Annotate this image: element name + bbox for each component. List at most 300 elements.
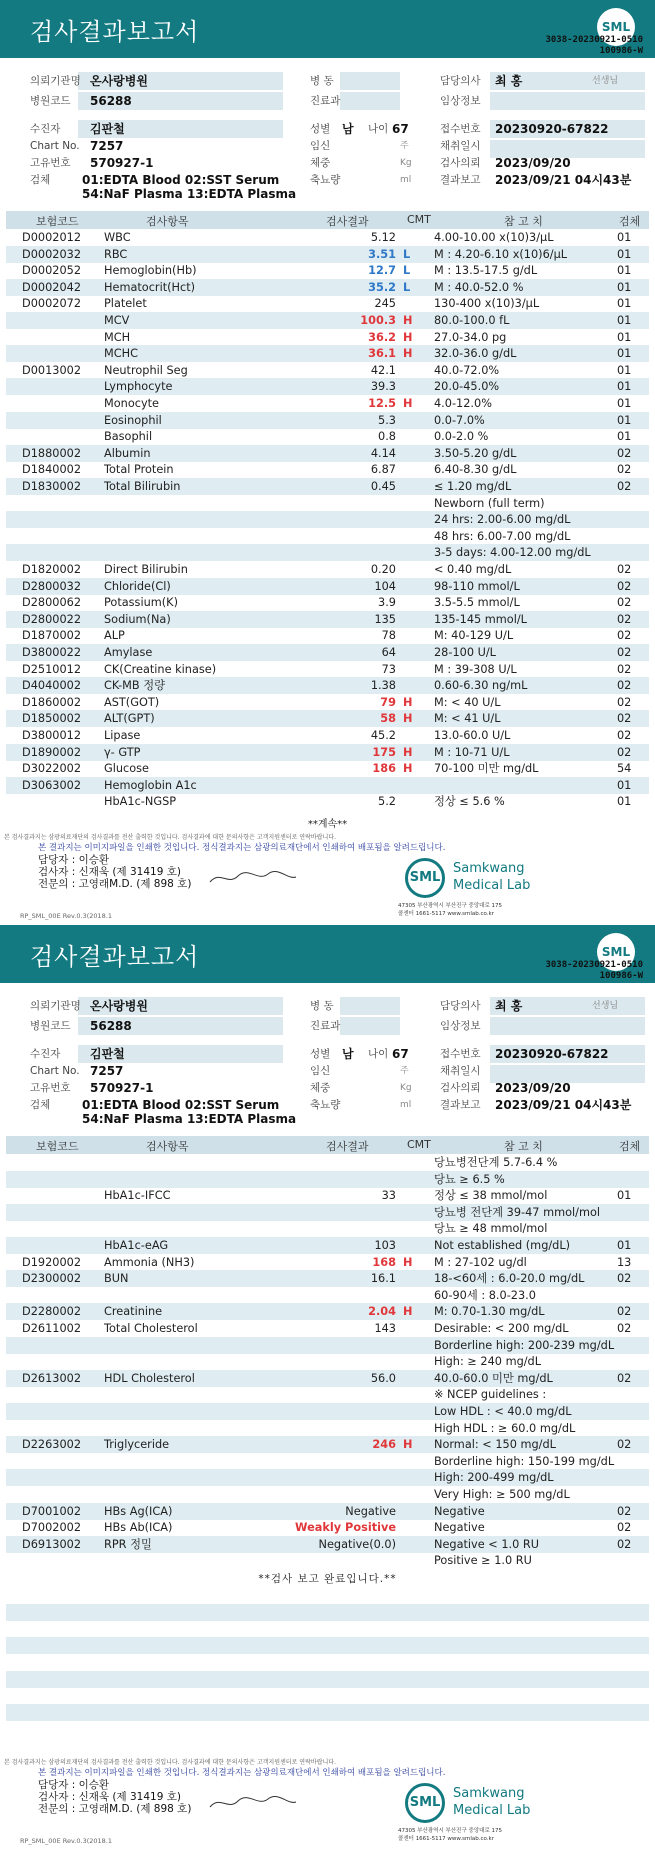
specimen-code: 01 [617,297,632,311]
test-result: 79 [380,695,396,709]
reference-range: 135-145 mmol/L [434,612,527,626]
header-result-2: 검사결과 [326,1140,369,1153]
reference-range: M : 39-308 U/L [434,662,517,676]
urine-unit-2: ml [400,1100,412,1110]
staff-specialist-2: 전문의 : 고영래M.D. (제 898 호) [38,1803,192,1815]
test-result: 64 [381,646,396,659]
table-row [6,246,649,263]
result-flag: H [403,1305,413,1319]
table-row [6,1220,649,1237]
dept-label: 진료과 [310,95,341,107]
reference-range: Borderline high: 200-239 mg/dL [434,1338,615,1352]
hospital-code-label-2: 병원코드 [30,1020,71,1032]
table-row [6,544,649,561]
table-row [6,777,649,794]
reference-range: 당뇨병전단계 5.7-6.4 % [434,1156,558,1169]
report-footer-2 [0,1753,655,1850]
test-result: 175 [372,745,396,759]
table-row [6,1519,649,1536]
id-label: 고유번호 [30,157,71,169]
collect-label: 채취일시 [440,140,481,152]
report-footer-1 [0,828,655,925]
test-result: 45.2 [370,729,396,742]
report-page-2 [0,925,655,1850]
result-flag: L [403,264,411,278]
test-result: 103 [374,1239,396,1252]
reference-range: 당뇨병 전단계 39-47 mmol/mol [434,1205,600,1219]
reference-range: 48 hrs: 6.00-7.00 mg/dL [434,529,571,543]
empty-row [6,1704,649,1721]
result-flag: H [403,397,413,410]
test-name: ALT(GPT) [104,712,155,726]
insurance-code: D4040002 [22,679,82,693]
lab-name-2: Medical Lab [453,878,531,893]
table-row [6,1420,649,1437]
reference-range: Desirable: < 200 mg/dL [434,1322,569,1335]
table-row [6,478,649,495]
insurance-code: D0002072 [22,297,82,311]
form-code-2: RP_SML_00E Rev.0.3(2018.1 [20,1837,112,1845]
insurance-code: D2800062 [22,596,82,610]
table-row [6,1386,649,1403]
result-flag: H [403,762,413,776]
test-name: Total Bilirubin [104,480,181,493]
insurance-code: D0013002 [22,363,82,377]
reference-range: Borderline high: 150-199 mg/dL [434,1454,615,1468]
empty-row [6,1604,649,1621]
test-name: Eosinophil [104,413,162,427]
test-result: 100.3 [360,314,396,327]
table-row [6,578,649,595]
test-name: Hematocrit(Hct) [104,280,196,294]
empty-row [6,1637,649,1654]
result-flag: H [403,1438,413,1452]
weight-label-2: 체중 [310,1082,331,1094]
receipt-value-2: 20230920-67822 [495,1047,609,1061]
sml-logo-icon-2: SML [597,933,635,971]
doctor-suffix-2: 선생님 [592,1001,619,1011]
hospital-code-value-2: 56288 [90,1019,132,1033]
staff-manager-2: 담당자 : 이승환 [38,1779,110,1791]
insurance-code: D1840002 [22,463,82,477]
lab-address-2-2: 콜센터 1661-5117 www.smlab.co.kr [398,1836,495,1842]
table-row [6,1303,649,1320]
name-label-2: 수진자 [30,1048,61,1060]
insurance-code: D2800022 [22,612,82,626]
specimen-code: 02 [617,646,632,659]
table-row [6,229,649,246]
results-table-header [6,211,649,229]
test-name: Chloride(Cl) [104,579,171,593]
insurance-code: D2611002 [22,1322,82,1335]
test-result: 104 [374,579,396,593]
specimen-code: 01 [617,347,632,361]
test-result: 12.5 [368,397,396,410]
insurance-code: D2510012 [22,662,82,676]
specimen-code: 01 [617,795,632,809]
lab-address [398,902,502,918]
reference-range: ※ NCEP guidelines : [434,1388,547,1402]
table-row [6,1469,649,1486]
table-row [6,611,649,628]
specimen-code: 02 [617,745,632,759]
reference-range: 40.0-72.0% [434,363,500,377]
reference-range: M : 27-102 ug/dl [434,1255,527,1269]
specimen-code: 02 [617,579,632,593]
test-result: 168 [372,1255,396,1269]
test-name: CK-MB 정량 [104,679,166,693]
insurance-code: D0002032 [22,247,82,261]
test-result: 186 [372,762,396,776]
header-result: 검사결과 [326,215,369,228]
reference-range: 32.0-36.0 g/dL [434,347,517,361]
test-name: RPR 정밀 [104,1537,152,1551]
test-result: 4.14 [370,446,396,460]
test-name: HBs Ab(ICA) [104,1521,173,1535]
sex-label-2: 성별 [310,1048,331,1060]
age-value-2: 67 [392,1047,409,1061]
document-number-2-line1: 3038-20230921-0510 [545,960,643,970]
test-result: 2.04 [368,1305,396,1319]
reference-range: 3-5 days: 4.00-12.00 mg/dL [434,546,591,560]
test-name: MCV [104,314,130,327]
document-number-line1: 3038-20230921-0510 [545,35,643,45]
header-cmt-2: CMT [407,1138,431,1151]
reference-range: 18-<60세 : 6.0-20.0 mg/dL [434,1272,585,1286]
reference-range: M : 13.5-17.5 g/dL [434,264,538,278]
insurance-code: D7001002 [22,1504,82,1518]
weight-unit-2: Kg [400,1083,412,1093]
test-name: Amylase [104,646,153,659]
lab-logo-2 [405,1783,565,1823]
empty-row [6,1654,649,1671]
test-result: 0.8 [378,430,396,444]
receipt-label: 접수번호 [440,123,481,135]
table-row [6,727,649,744]
header-item: 검사항목 [146,215,189,228]
table-row [6,1436,649,1453]
report-value: 2023/09/21 04시43분 [495,173,632,187]
specimen-code: 54 [617,762,632,776]
urine-label-2: 축뇨량 [310,1099,341,1111]
test-name: Sodium(Na) [104,612,171,626]
sml-logo-icon: SML [597,8,635,46]
test-name: Lymphocyte [104,380,173,394]
test-name: ALP [104,629,125,643]
test-name: BUN [104,1272,129,1286]
specimen-code: 01 [617,1189,632,1203]
doctor-label-2: 담당의사 [440,1000,481,1012]
insurance-code: D2263002 [22,1438,82,1452]
table-row [6,395,649,412]
specimen-code: 02 [617,1537,632,1551]
insurance-code: D2800032 [22,579,82,593]
reference-range: Newborn (full term) [434,496,545,510]
specimen-code: 13 [617,1255,632,1269]
insurance-code: D6913002 [22,1537,82,1551]
result-flag: L [403,247,411,261]
reference-range: M: < 41 U/L [434,712,501,726]
chart-label-2: Chart No. [30,1065,80,1077]
insurance-code: D0002042 [22,280,82,294]
report-title: 검사결과보고서 [30,18,200,46]
report-title-2: 검사결과보고서 [30,943,200,971]
chart-value: 7257 [90,139,124,153]
name-value-2: 김판철 [90,1047,125,1061]
signature-icon [208,868,298,888]
test-name: Platelet [104,297,147,311]
specimen-code: 02 [617,695,632,709]
specimen-code: 01 [617,247,632,261]
test-result: 58 [380,712,396,726]
test-name: Potassium(K) [104,596,178,610]
specimen-value-2: 54:NaF Plasma 13:EDTA Plasma [82,187,297,201]
table-row [6,1204,649,1221]
specimen-code: 01 [617,231,632,244]
test-result: 33 [381,1189,396,1203]
empty-row [6,1671,649,1688]
table-row [6,1171,649,1188]
name-label: 수진자 [30,123,61,135]
specimen-code: 02 [617,1438,632,1452]
ward-label: 병 동 [310,75,334,87]
test-result: 0.20 [370,563,396,576]
test-name: AST(GOT) [104,695,160,709]
test-result: 56.0 [370,1371,396,1385]
weight-label: 체중 [310,157,331,169]
reference-range: 98-110 mmol/L [434,579,520,593]
header-ref: 참 고 치 [504,215,543,228]
report-value-2: 2023/09/21 04시43분 [495,1098,632,1112]
test-result: 42.1 [370,363,396,377]
specimen-code: 02 [617,480,632,493]
insurance-code: D2613002 [22,1371,82,1385]
test-name: Total Cholesterol [104,1322,198,1335]
test-result: 3.51 [368,247,396,261]
table-row [6,312,649,329]
test-result: 73 [381,662,396,676]
receipt-value: 20230920-67822 [495,122,609,136]
test-name: HbA1c-IFCC [104,1189,171,1203]
id-label-2: 고유번호 [30,1082,71,1094]
reference-range: 0.60-6.30 ng/mL [434,679,528,693]
test-name: HDL Cholesterol [104,1371,195,1385]
reference-range: 60-90세 : 8.0-23.0 [434,1288,536,1302]
table-row [6,378,649,395]
header-ref-2: 참 고 치 [504,1140,543,1153]
result-flag: H [403,347,413,361]
reference-range: 정상 ≤ 5.6 % [434,795,505,809]
ward-label-2: 병 동 [310,1000,334,1012]
reference-range: High: ≥ 240 mg/dL [434,1355,542,1369]
reference-range: High: 200-499 mg/dL [434,1471,554,1485]
test-result: 78 [381,629,396,643]
table-row [6,1503,649,1520]
specimen-code: 02 [617,1371,632,1385]
institution-value-2: 온사랑병원 [90,999,148,1013]
table-row [6,644,649,661]
staff-tester: 검사자 : 신재욱 (제 31419 호) [38,866,181,878]
test-name: HbA1c-NGSP [104,795,177,809]
form-code: RP_SML_00E Rev.0.3(2018.1 [20,912,112,920]
result-flag: H [403,330,413,344]
reference-range: 6.40-8.30 g/dL [434,463,517,477]
specimen-code: 02 [617,629,632,643]
reference-range: M: < 40 U/L [434,695,501,709]
doctor-value-2: 최 홍 [495,999,523,1013]
doctor-label: 담당의사 [440,75,481,87]
table-row [6,1486,649,1503]
reference-range: 4.00-10.00 x(10)3/μL [434,231,554,244]
specimen-code: 01 [617,264,632,278]
table-row [6,561,649,578]
document-number-2 [473,960,643,982]
pregnancy-label: 임신 [310,140,331,152]
table-row [6,627,649,644]
test-result: Weakly Positive [295,1521,396,1535]
table-row [6,1154,649,1171]
empty-row [6,1687,649,1704]
reference-range: 20.0-45.0% [434,380,500,394]
specimen-code: 01 [617,778,632,792]
insurance-code: D2300002 [22,1272,82,1286]
reference-range: 3.5-5.5 mmol/L [434,596,520,610]
pregnancy-unit: 주 [400,141,409,151]
urine-unit: ml [400,175,412,185]
specimen-code: 02 [617,1504,632,1518]
insurance-code: D1820002 [22,563,82,576]
document-number-2-line2: 100986-W [599,971,643,981]
hospital-code-value: 56288 [90,94,132,108]
specimen-code: 01 [617,397,632,410]
insurance-code: D3800022 [22,646,82,659]
test-result: 6.87 [370,463,396,477]
table-row [6,329,649,346]
insurance-code: D1860002 [22,695,82,709]
specimen-value-2-1: 01:EDTA Blood 02:SST Serum [82,1098,280,1112]
test-result: 135 [374,612,396,626]
pregnancy-unit-2: 주 [400,1066,409,1076]
test-name: Hemoglobin A1c [104,778,197,792]
specimen-code: 01 [617,413,632,427]
age-value: 67 [392,122,409,136]
reference-range: < 0.40 mg/dL [434,563,512,576]
table-row [6,1270,649,1287]
empty-row [6,1588,649,1605]
sex-value: 남 [342,122,354,136]
table-row [6,1403,649,1420]
table-row [6,528,649,545]
sml-circle-icon: SML [405,858,445,898]
completion-marker: **검사 보고 완료입니다.** [258,1573,397,1585]
specimen-code: 02 [617,1272,632,1286]
reference-range: M : 10-71 U/L [434,745,510,759]
table-row [6,461,649,478]
table-row [6,594,649,611]
test-result: Negative(0.0) [318,1537,396,1551]
reference-range: ≤ 1.20 mg/dL [434,480,512,493]
reference-range: 24 hrs: 2.00-6.00 mg/dL [434,513,571,527]
results-table-header-2 [6,1136,649,1154]
table-row [6,694,649,711]
request-label: 검사의뢰 [440,157,481,169]
test-name: Hemoglobin(Hb) [104,264,197,278]
table-row [6,345,649,362]
specimen-code: 01 [617,363,632,377]
clinical-label: 임상정보 [440,95,481,107]
chart-value-2: 7257 [90,1064,124,1078]
test-name: Lipase [104,729,141,742]
specimen-code: 01 [617,330,632,344]
test-result: 5.2 [378,795,396,809]
reference-range: 0.0-2.0 % [434,430,489,444]
reference-range: 13.0-60.0 U/L [434,729,511,742]
specimen-code: 02 [617,679,632,693]
table-row [6,1337,649,1354]
test-result: 12.7 [368,264,396,278]
test-result: 3.9 [378,596,396,610]
test-result: 245 [374,297,396,311]
test-result: 35.2 [368,280,396,294]
reference-range: 4.0-12.0% [434,397,492,410]
test-name: Ammonia (NH3) [104,1255,195,1269]
insurance-code: D1830002 [22,480,82,493]
specimen-code: 02 [617,612,632,626]
specimen-label: 검체 [30,174,51,186]
test-result: Negative [345,1504,396,1518]
test-name: Glucose [104,762,150,776]
reference-range: 0.0-7.0% [434,413,485,427]
insurance-code: D2280002 [22,1305,82,1319]
document-number-line2: 100986-W [599,46,643,56]
reference-range: 28-100 U/L [434,646,496,659]
table-row [6,793,649,810]
table-row [6,362,649,379]
weight-unit: Kg [400,158,412,168]
insurance-code: D1870002 [22,629,82,643]
test-name: Direct Bilirubin [104,563,188,576]
table-row [6,760,649,777]
specimen-code: 02 [617,446,632,460]
specimen-label-2: 검체 [30,1099,51,1111]
insurance-code: D3063002 [22,778,82,792]
test-name: Basophil [104,430,153,444]
test-name: Total Protein [104,463,174,477]
insurance-code: D3022002 [22,762,82,776]
specimen-code: 02 [617,1305,632,1319]
lab-address-2 [398,1827,502,1843]
sex-label: 성별 [310,123,331,135]
header-specimen: 검체 [619,215,641,228]
test-result: 36.2 [368,330,396,344]
insurance-code: D1920002 [22,1255,82,1269]
header-specimen-2: 검체 [619,1140,641,1153]
header-code: 보험코드 [36,215,79,228]
reference-range: Not established (mg/dL) [434,1239,571,1252]
test-name: Creatinine [104,1305,163,1319]
result-flag: H [403,745,413,759]
report-label: 결과보고 [440,174,481,186]
name-value: 김판철 [90,122,125,136]
reference-range: 70-100 미만 mg/dL [434,762,539,776]
test-name: CK(Creatine kinase) [104,662,217,676]
reference-range: 40.0-60.0 미만 mg/dL [434,1371,553,1385]
table-row [6,1353,649,1370]
lab-logo [405,858,565,898]
reference-range: Very High: ≥ 500 mg/dL [434,1488,570,1501]
continue-marker: **계속** [307,819,348,830]
table-row [6,1237,649,1254]
